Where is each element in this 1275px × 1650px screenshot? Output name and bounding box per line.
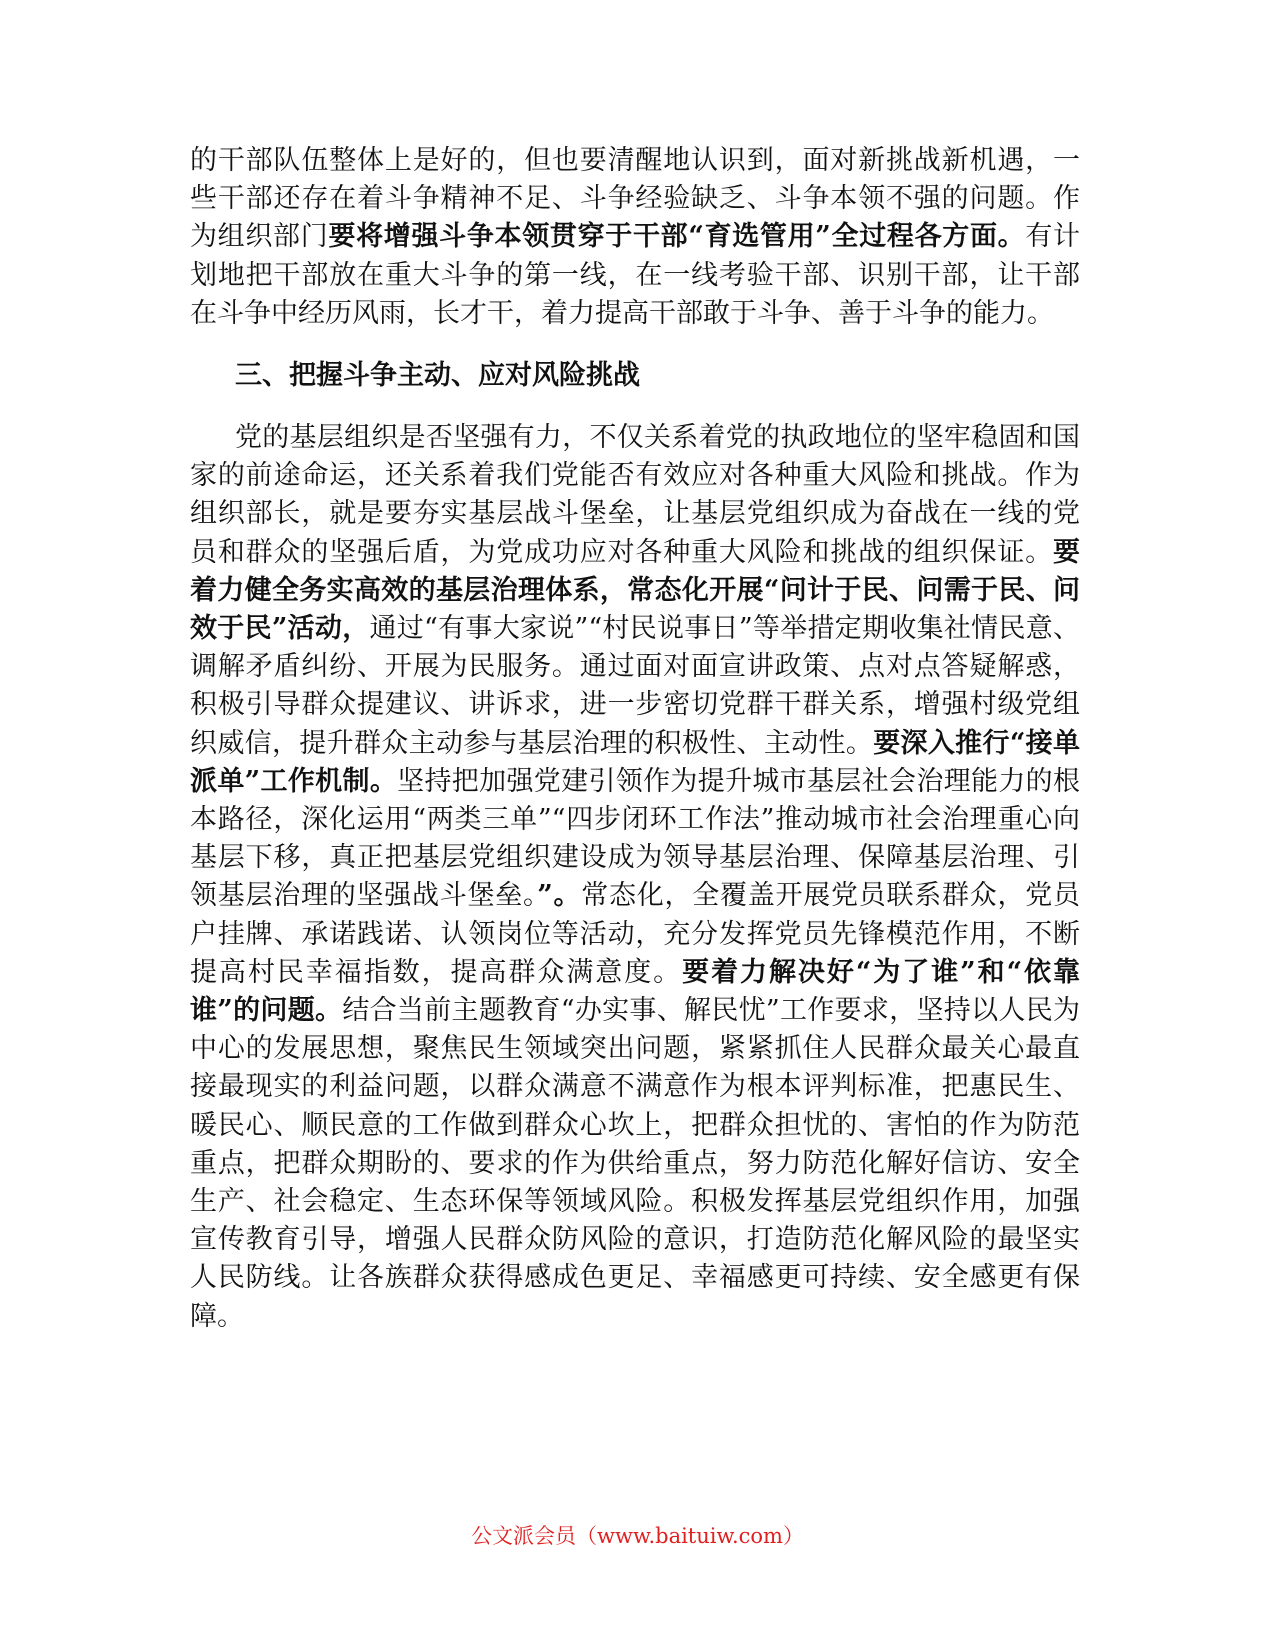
bold-emphasis: 要着力健全务实高效的基层治理体系，常态化开展“问计于民、问需于民、问效于民”活动， [190,536,1080,645]
section-heading-three: 三、把握斗争主动、应对风险挑战 [235,360,640,392]
bold-emphasis: 要将增强斗争本领贯穿于干部“育选管用”全过程各方面。 [328,221,1026,253]
bold-emphasis: 要深入推行“接单派单”工作机制。 [190,727,1081,797]
paragraph-text: 有计划地把干部放在重大斗争的第一线，在一线考验干部、识别干部，让干部在斗争中经历风雨，长才干，着力提高干部敢于斗争、善于斗争的能力。 [190,221,1081,329]
document-body [190,142,1080,1336]
footer-watermark: 公文派会员（www.baituiw.com） [471,1524,804,1548]
paragraph-text: 结合当前主题教育“办实事、解民忧”工作要求，坚持以人民为中心的发展思想，聚焦民生领域突出问题，紧紧抓住人民群众最关心最直接最现实的利益问题，以群众满意不满意作为根本评判标准，把惠民生、暖民心、顺民意的工作做到群众心坎上，把群众担忧的、害怕的作为防范重点，把群众期盼的、要求的作为供给重点，努力防范化解好信访、安全生产、社会稳定、生态环保等领域风险。积极发挥基层党组织作用，加强宣传教育引导，增强人民群众防风险的意识，打造防范化解风险的最坚实人民防线。让各族群众获得感成色更足、幸福感更可持续、安全感更有保障。 [190,995,1081,1332]
paragraph-text: 通过“有事大家说”“村民说事日”等举措定期收集社情民意、调解矛盾纠纷、开展为民服务。通过面对面宣讲政策、点对点答疑解惑，积极引导群众提建议、讲诉求，进一步密切党群干群关系，增强村级党组织威信，提升群众主动参与基层治理的积极性、主动性。 [190,613,1080,759]
paragraph-text: 坚持把加强党建引领作为提升城市基层社会治理能力的根本路径，深化运用“两类三单”“四步闭环工作法”推动城市社会治理重心向基层下移，真正把基层党组织建设成为领导基层治理、保障基层治理、引领基层治理的坚强战斗堡垒。 [190,765,1081,912]
paragraph-grassroots [190,419,1080,1336]
bold-emphasis: 要着力解决好“为了谁”和“依靠谁”的问题。 [190,956,1081,1027]
paragraph-text: 党的基层组织是否坚强有力，不仅关系着党的执政地位的坚牢稳固和国家的前途命运，还关系着我们党能否有效应对各种重大风险和挑战。作为组织部长，就是要夯实基层战斗堡垒，让基层党组织成为奋战在一线的党员和群众的坚强后盾，为党成功应对各种重大风险和挑战的组织保证。 [190,422,1080,568]
bold-emphasis: ”。 [537,880,582,912]
paragraph-text: 的干部队伍整体上是好的，但也要清醒地认识到，面对新挑战新机遇，一些干部还存在着斗争精神不足、斗争经验缺乏、斗争本领不强的问题。作为组织部门 [190,145,1080,253]
paragraph-text: 常态化，全覆盖开展党员联系群众，党员户挂牌、承诺践诺、认领岗位等活动，充分发挥党员先锋模范作用，不断提高村民幸福指数，提高群众满意度。 [190,880,1081,988]
paragraph-cadre-team [190,142,1080,333]
